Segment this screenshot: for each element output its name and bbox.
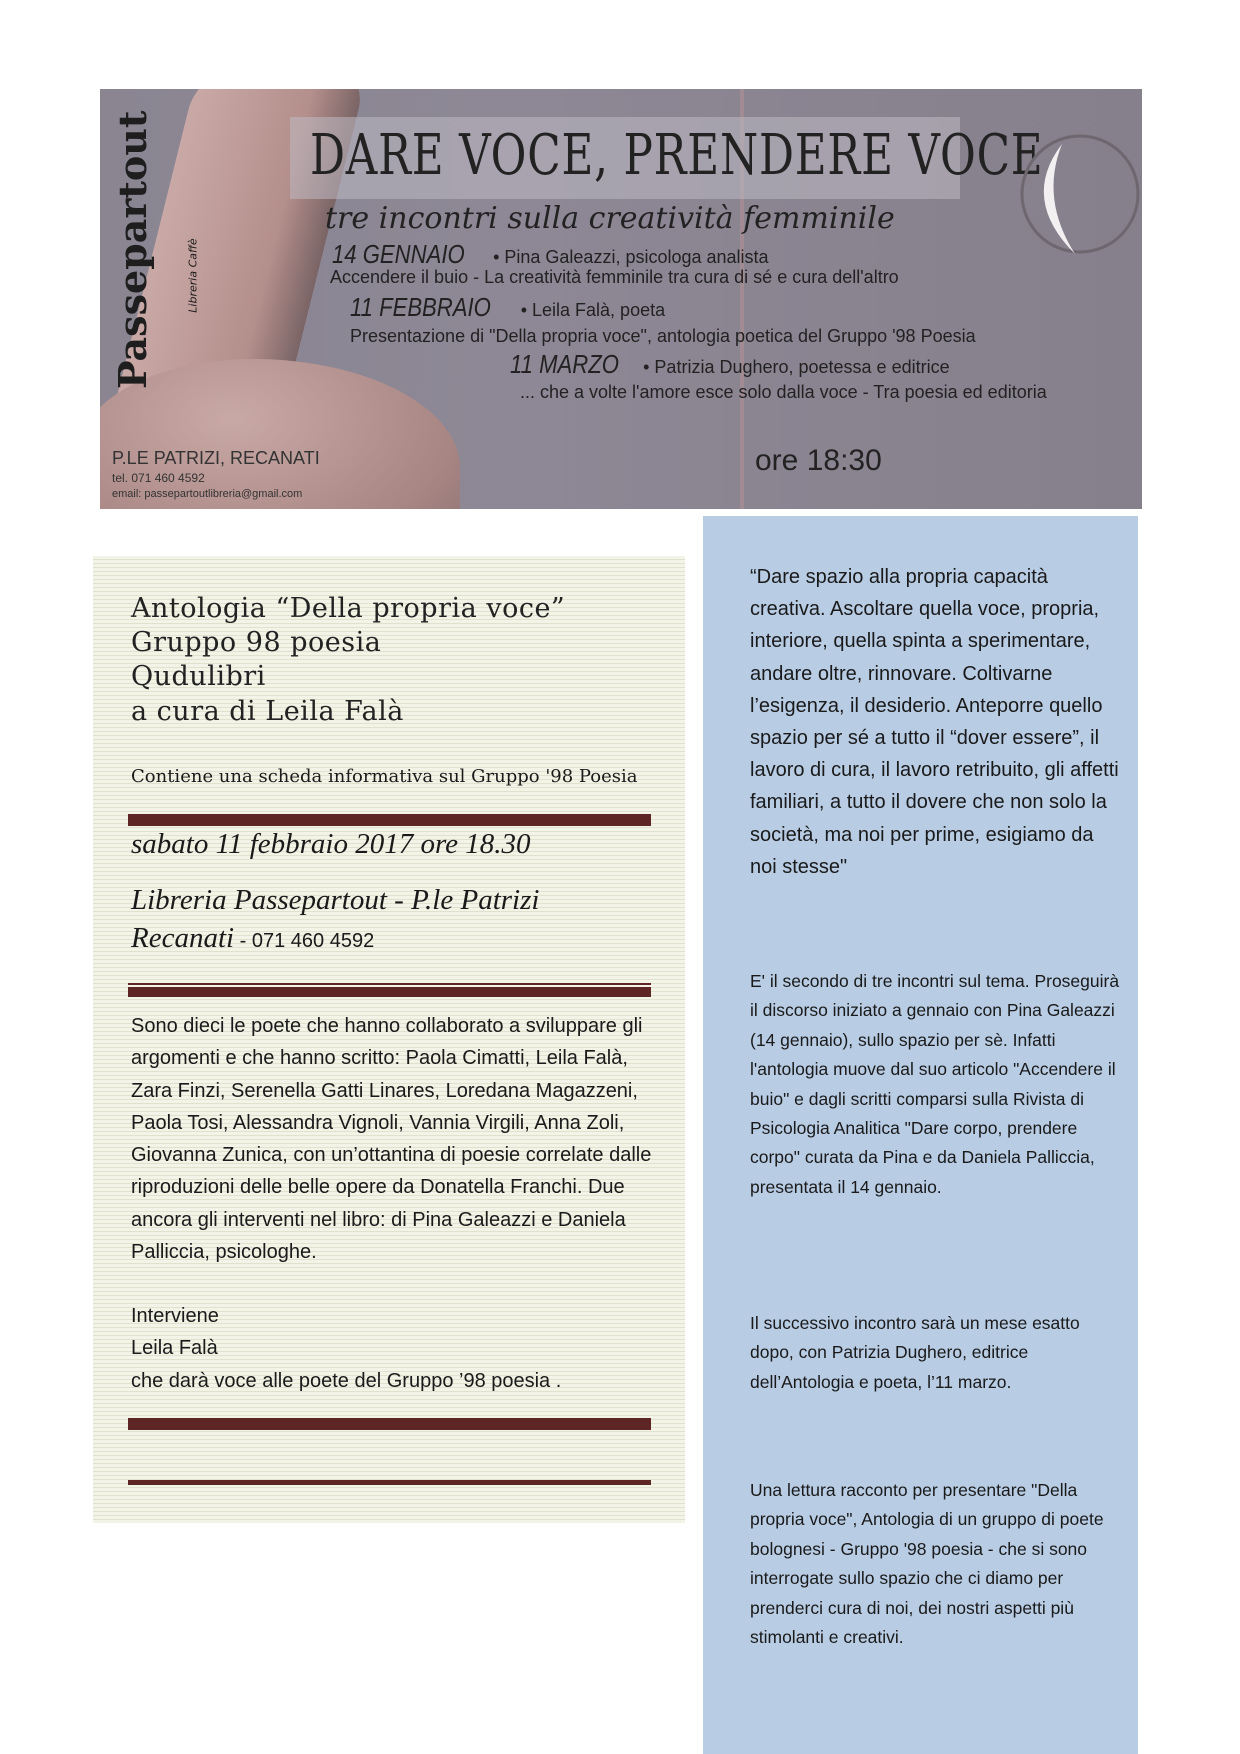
event-2-topic: Presentazione di "Della propria voce", antologia poetica del Gruppo '98 Poesia xyxy=(350,326,976,346)
speaker-label: Interviene xyxy=(131,1305,219,1327)
venue-contact xyxy=(112,449,320,500)
event-3 xyxy=(510,349,950,380)
divider xyxy=(128,987,651,997)
event-1 xyxy=(332,239,769,270)
book-description: Sono dieci le poete che hanno collaborato a sviluppare gli argomenti e che hanno scritto: Paola Cimatti, Leila Falà, Zara Finzi, Serenella Gatti Linares, Loredana Magazzeni, Paola Tosi, Alessandra Vignoli, Vannia Virgili, Anna Zoli, Giovanna Zunica, con un’ottantina di poesie correlate dalle riproduzioni delle belle opere da Donatella Franchi. Due ancora gli interventi nel libro: di Pina Galeazzi e Daniela Palliccia, psicologhe. xyxy=(131,1015,652,1264)
moon-icon xyxy=(1000,119,1140,269)
divider xyxy=(128,1418,651,1430)
event-speaker: • Pina Galeazzi, psicologa analista xyxy=(493,247,769,267)
venue-address: P.LE PATRIZI, RECANATI xyxy=(112,448,320,468)
venue-phone: tel. 071 460 4592 xyxy=(112,470,205,485)
book-note: Contiene una scheda informativa sul Gruppo '98 Poesia xyxy=(131,766,638,787)
event-speaker: • Patrizia Dughero, poetessa e editrice xyxy=(643,357,950,377)
speaker-note: che darà voce alle poete del Gruppo ’98 poesia . xyxy=(131,1369,562,1392)
event-banner xyxy=(100,89,1142,509)
event-city-line xyxy=(131,922,374,955)
divider xyxy=(128,814,651,826)
event-date: 11 FEBBRAIO xyxy=(350,292,491,322)
event-date: 14 GENNAIO xyxy=(332,239,465,269)
paragraph-reading: Una lettura racconto per presentare "Della propria voce", Antologia di un gruppo di poete bolognesi - Gruppo '98 poesia - che si sono interrogate sullo spazio che ci diamo per prenderci cura di noi, dei nostri aspetti più stimolanti e creativi. xyxy=(750,1480,1104,1648)
speaker-block xyxy=(131,1300,661,1397)
event-2 xyxy=(350,292,665,323)
book-group: Gruppo 98 poesia xyxy=(131,627,382,658)
banner-title: DARE VOCE, PRENDERE VOCE xyxy=(310,123,1044,188)
banner-subtitle: tre incontri sulla creatività femminile xyxy=(325,201,895,236)
event-date: sabato 11 febbraio 2017 ore 18.30 xyxy=(131,828,531,860)
book-publisher: Qudulibri xyxy=(131,661,266,692)
book-editor: a cura di Leila Falà xyxy=(131,696,404,727)
divider-thin xyxy=(128,1480,651,1485)
logo-text: Passepartout xyxy=(110,110,155,389)
venue-email[interactable]: email: passepartoutlibreria@gmail.com xyxy=(112,487,303,500)
event-date: 11 MARZO xyxy=(510,349,619,379)
event-time: ore 18:30 xyxy=(755,444,882,477)
event-3-topic: ... che a volte l'amore esce solo dalla voce - Tra poesia ed editoria xyxy=(520,382,1047,402)
speaker-name: Leila Falà xyxy=(131,1337,218,1360)
divider-thin xyxy=(128,983,651,985)
paragraph-next-meeting: Il successivo incontro sarà un mese esatto dopo, con Patrizia Dughero, editrice dell’Antologia e poeta, l’11 marzo. xyxy=(750,1313,1080,1392)
quote: “Dare spazio alla propria capacità creativa. Ascoltare quella voce, propria, interiore, quella spinta a sperimentare, andare oltre, rinnovare. Coltivarne l’esigenza, il desiderio. Anteporre quello spazio per sé a tutto il “dover essere”, il lavoro di cura, il lavoro retribuito, gli affetti familiari, a tutto il dovere che non solo la società, ma noi per prime, esigiamo da noi stesse" xyxy=(750,566,1119,878)
book-title: Antologia “Della propria voce” xyxy=(131,593,566,624)
passepartout-logo xyxy=(110,110,200,409)
event-city: Recanati xyxy=(131,922,235,954)
logo-subtext: Libreria Caffè xyxy=(186,238,200,313)
paragraph-second-meeting: E' il secondo di tre incontri sul tema. Proseguirà il discorso iniziato a gennaio con Pina Galeazzi (14 gennaio), sullo spazio per sè. Infatti l'antologia muove dal suo articolo "Accendere il buio" e dagli scritti comparsi sulla Rivista di Psicologia Analitica "Dare corpo, prendere corpo" curata da Pina e da Daniela Palliccia, presentata il 14 gennaio. xyxy=(750,971,1120,1197)
event-venue: Libreria Passepartout - P.le Patrizi xyxy=(131,884,540,916)
event-phone: - 071 460 4592 xyxy=(234,930,375,952)
event-1-topic: Accendere il buio - La creatività femminile tra cura di sé e cura dell'altro xyxy=(330,267,899,287)
event-speaker: • Leila Falà, poeta xyxy=(520,300,666,320)
